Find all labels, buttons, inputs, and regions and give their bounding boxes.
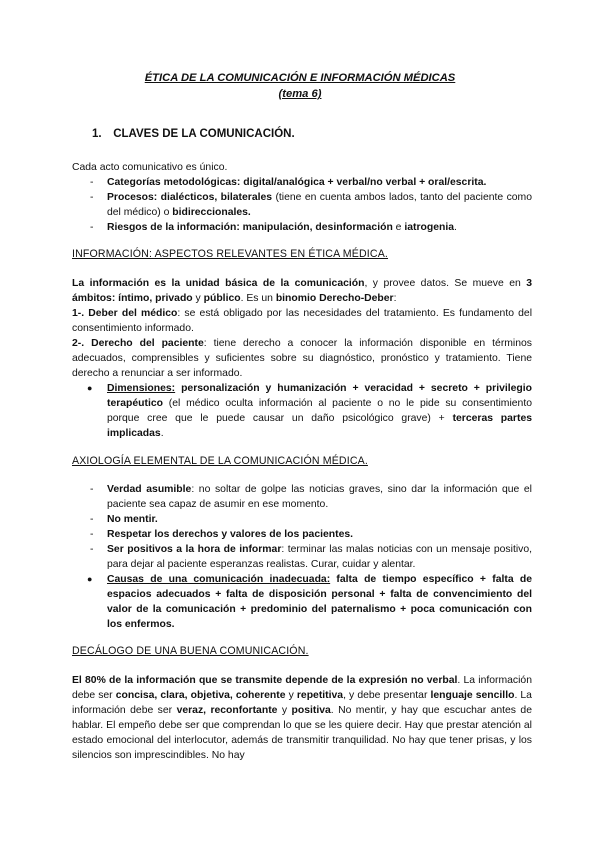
section1-heading-text: CLAVES DE LA COMUNICACIÓN. (113, 128, 295, 140)
text-bold: lenguaje sencillo (430, 690, 515, 701)
item-bold: bidireccionales. (172, 207, 251, 218)
item-text: . (454, 222, 457, 233)
text-bold: 2-. Derecho del paciente (72, 338, 204, 349)
text: y (285, 690, 297, 701)
text-bold: binomio Derecho-Deber (275, 293, 394, 304)
list-item (72, 572, 532, 632)
section3-body (72, 482, 532, 632)
text: : terminar las malas noticias con un mensaje positivo, para dejar al paciente esperanzas realistas. Curar, cuidar y alentar. (107, 544, 532, 570)
section3-heading: AXIOLOGÍA ELEMENTAL DE LA COMUNICACIÓN MÉDICA. (72, 455, 368, 467)
section2-list (72, 381, 532, 441)
text: y (192, 293, 204, 304)
section4-paragraph (72, 673, 532, 763)
section1-body (72, 160, 532, 235)
text-bold: El 80% de la información que se transmite depende de la expresión no verbal (72, 675, 458, 686)
text: . Es un (240, 293, 276, 304)
section4-heading: DECÁLOGO DE UNA BUENA COMUNICACIÓN. (72, 645, 309, 657)
list-item (72, 381, 532, 441)
list-item (72, 482, 532, 512)
text: . No mentir, y hay que escuchar antes de hablar. El empeño debe ser que comprendan lo que se les quiere decir. Hay que prestar atención al estado emocional del interlocutor, además de transmitir tranquilidad. No hay que tener prisas, y los silencios son imprescindibles. No hay (72, 705, 532, 761)
item-bold: Procesos: dialécticos, bilaterales (107, 192, 273, 203)
text: : se está obligado por las necesidades del tratamiento. Es fundamento del consentimiento informado. (72, 308, 533, 334)
text-bold: Causas de una comunicación inadecuada: (107, 574, 331, 585)
text: , y provee datos. Se mueve en (364, 278, 527, 289)
text: . La información debe ser (72, 690, 532, 716)
list-item (72, 542, 532, 572)
text-bold: Dimensiones: (107, 383, 176, 394)
text: . La información debe ser (72, 675, 532, 701)
text: y (277, 705, 292, 716)
title-subline: (tema 6) (278, 88, 322, 100)
text-bold: Ser positivos a la hora de informar (107, 544, 282, 555)
text-bold: repetitiva (296, 690, 344, 701)
text: . (160, 428, 164, 439)
text-bold: Respetar los derechos y valores de los pacientes. (107, 529, 354, 540)
section3-bullets (72, 572, 532, 632)
list-item (72, 527, 532, 542)
text: : no soltar de golpe las noticias graves, sino dar la información que el paciente sea capaz de asumir en ese momento. (107, 484, 532, 510)
list-item (72, 512, 532, 527)
section1-number: 1. (92, 128, 102, 140)
section4-body (72, 673, 532, 763)
section3-list (72, 482, 532, 572)
text: : tiene derecho a conocer la información disponible en términos adecuados, comprensibles y suficientes sobre su diagnóstico, pronóstico y tratamiento. Tiene derecho a renunciar a ser informado. (72, 338, 532, 379)
item-bold: Categorías metodológicas: digital/analógica + verbal/no verbal + oral/escrita. (107, 177, 487, 188)
item-bold: Riesgos de la información: manipulación, desinformación (107, 222, 393, 233)
section2-paragraph (72, 276, 532, 306)
list-item (72, 175, 532, 190)
item-text: e (392, 222, 405, 233)
item-bold: iatrogenia (404, 222, 455, 233)
text: : (393, 293, 397, 304)
text-bold: Verdad asumible (107, 484, 192, 495)
section2-heading: INFORMACIÓN: ASPECTOS RELEVANTES EN ÉTICA MÉDICA. (72, 248, 389, 260)
text: , y debe presentar (343, 690, 431, 701)
text-bold: 1-. Deber del médico (72, 308, 178, 319)
text-bold: terceras partes implicadas (107, 413, 532, 439)
text-bold: concisa, clara, objetiva, coherente (115, 690, 286, 701)
list-item (72, 190, 532, 220)
section1-list (72, 175, 532, 235)
text-bold: veraz, reconfortante (176, 705, 278, 716)
section1-heading (92, 128, 295, 140)
section1-intro: Cada acto comunicativo es único. (72, 162, 228, 173)
text-bold: personalización y humanización + veracidad + secreto + privilegio terapéutico (107, 383, 532, 409)
text-bold: falta de tiempo específico + falta de espacios adecuados + falta de disposición personal + falta de convencimiento del valor de la comunicación + predominio del paternalismo + poca comunicación con los enfermos. (107, 574, 532, 630)
list-item (72, 220, 532, 235)
section2-paragraph (72, 306, 532, 336)
text-bold: público (203, 293, 241, 304)
title-line: ÉTICA DE LA COMUNICACIÓN E INFORMACIÓN MÉDICAS (144, 72, 456, 84)
document-title (0, 70, 600, 102)
text: (el médico oculta información al paciente o no le pide su consentimiento porque cree que le puede causar un daño psicológico grave) + (107, 398, 532, 424)
text-bold: 3 ámbitos: íntimo, privado (72, 278, 533, 304)
text-bold: La información es la unidad básica de la comunicación (72, 278, 365, 289)
section2-paragraph (72, 336, 532, 381)
item-text: (tiene en cuenta ambos lados, tanto del paciente como del médico) o (107, 192, 532, 218)
text-bold: positiva (291, 705, 331, 716)
text-bold: No mentir. (107, 514, 158, 525)
section2-body (72, 276, 532, 441)
